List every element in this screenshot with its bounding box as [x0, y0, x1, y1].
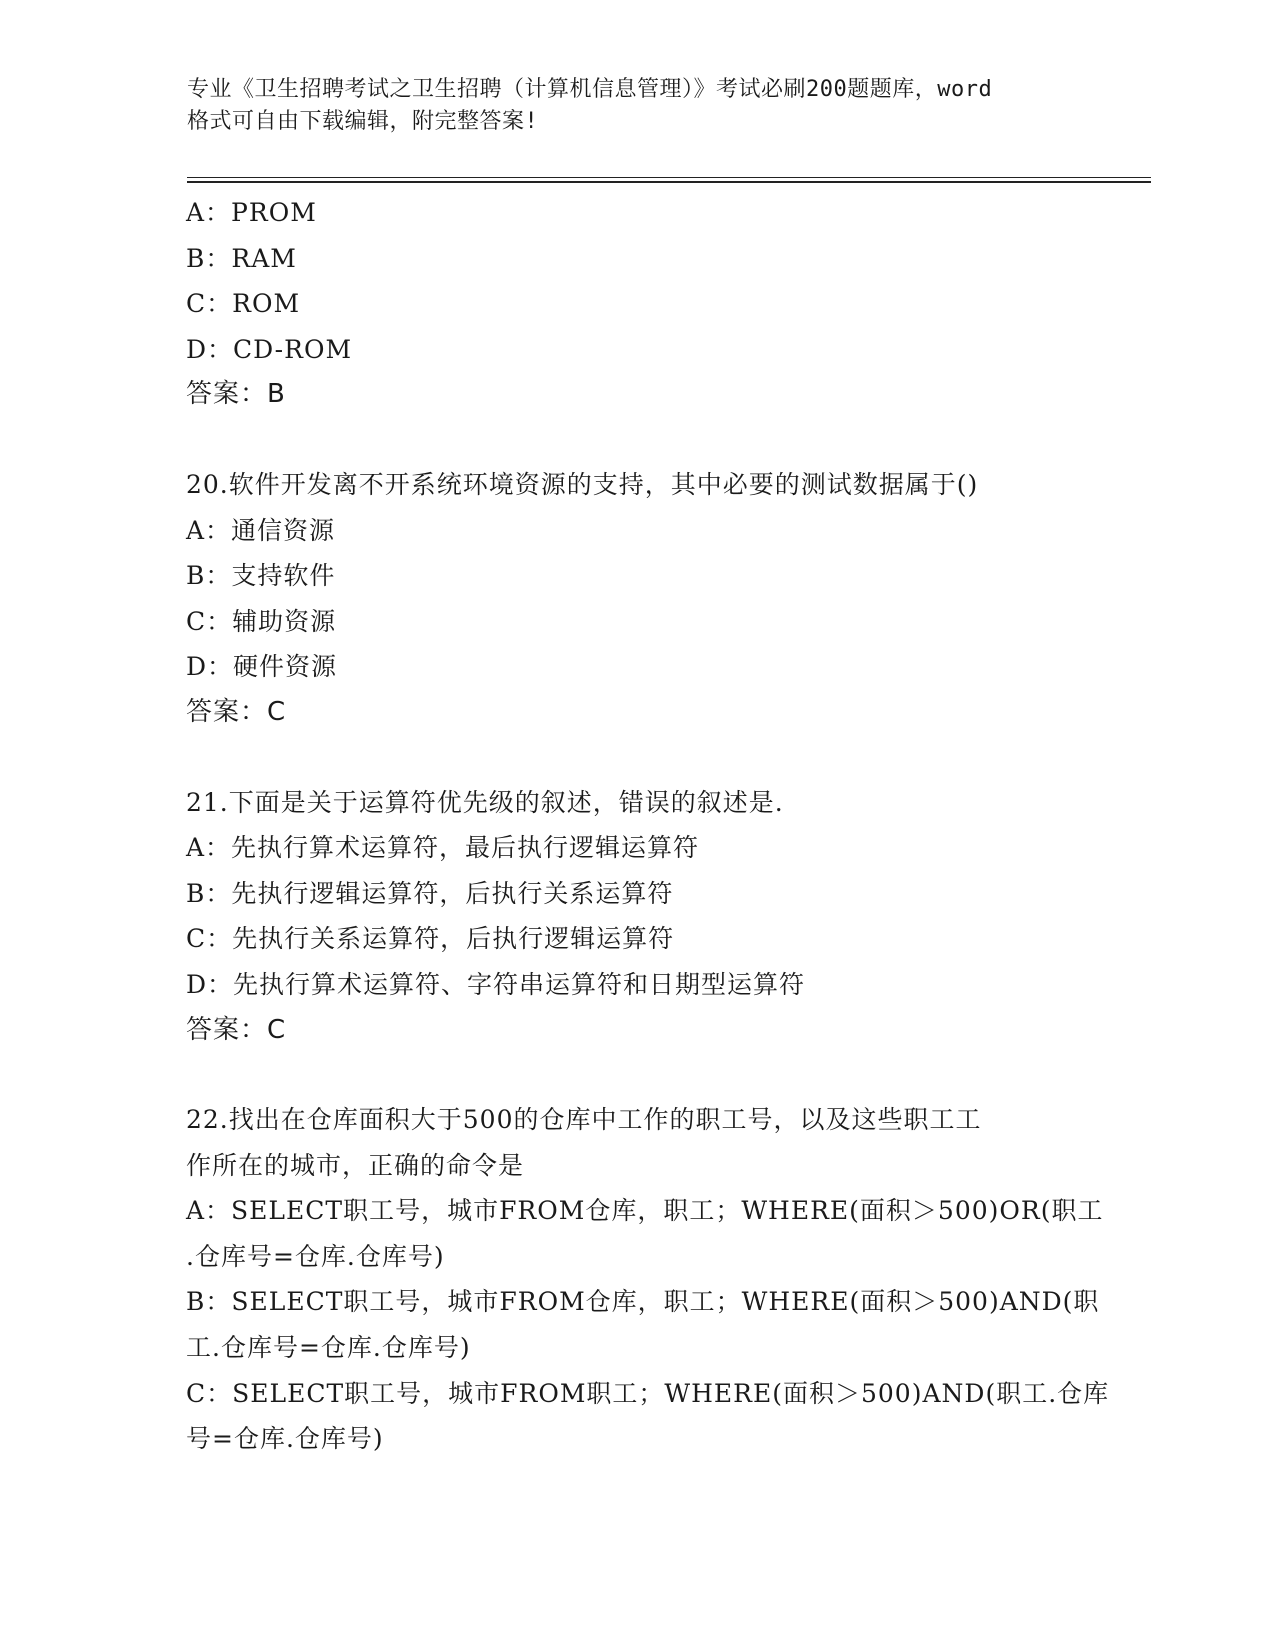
option-c: C：先执行关系运算符，后执行逻辑运算符	[186, 924, 675, 954]
document-header	[187, 74, 1087, 138]
header-divider-thin	[187, 177, 1151, 178]
question-21	[186, 780, 1086, 1054]
option-b: B：RAM	[186, 243, 297, 273]
option-c: C：辅助资源	[186, 606, 337, 636]
option-d: D：先执行算术运算符、字符串运算符和日期型运算符	[186, 969, 806, 999]
option-a-line-1: A：SELECT职工号，城市FROM仓库，职工；WHERE(面积＞500)OR(职工	[186, 1196, 1104, 1226]
answer-line: 答案：C	[186, 696, 287, 727]
option-c-line-1: C：SELECT职工号，城市FROM职工；WHERE(面积＞500)AND(职工.仓库	[186, 1378, 1110, 1408]
document-body	[186, 190, 1110, 1462]
question-22	[186, 1097, 1110, 1462]
header-divider-thick	[187, 181, 1151, 183]
option-b-line-1: B：SELECT职工号，城市FROM仓库，职工；WHERE(面积＞500)AND(职	[186, 1287, 1100, 1317]
question-20	[186, 462, 1086, 736]
option-a-line-2: .仓库号=仓库.仓库号)	[186, 1241, 445, 1271]
question-19-tail	[186, 190, 1086, 418]
answer-line: 答案：B	[186, 379, 286, 410]
option-d: D：CD-ROM	[186, 334, 353, 364]
option-b: B：先执行逻辑运算符，后执行关系运算符	[186, 878, 674, 908]
question-stem: 20.软件开发离不开系统环境资源的支持，其中必要的测试数据属于()	[186, 469, 979, 499]
question-stem-line-1: 22.找出在仓库面积大于500的仓库中工作的职工号，以及这些职工工	[186, 1105, 982, 1135]
question-stem-line-2: 作所在的城市，正确的命令是	[186, 1150, 525, 1180]
option-c-line-2: 号=仓库.仓库号)	[186, 1424, 384, 1454]
option-d: D：硬件资源	[186, 652, 338, 682]
answer-line: 答案：C	[186, 1014, 287, 1045]
option-c: C：ROM	[186, 289, 301, 319]
question-stem: 21.下面是关于运算符优先级的叙述，错误的叙述是.	[186, 787, 784, 817]
option-a: A：通信资源	[186, 515, 336, 545]
header-title-line-2: 格式可自由下载编辑，附完整答案!	[187, 109, 539, 134]
header-title-line-1: 专业《卫生招聘考试之卫生招聘（计算机信息管理）》考试必刷200题题库，word	[187, 77, 993, 102]
option-a: A：PROM	[186, 198, 317, 227]
option-b-line-2: 工.仓库号=仓库.仓库号)	[186, 1333, 471, 1363]
option-b: B：支持软件	[186, 561, 336, 591]
option-a: A：先执行算术运算符，最后执行逻辑运算符	[186, 833, 700, 863]
